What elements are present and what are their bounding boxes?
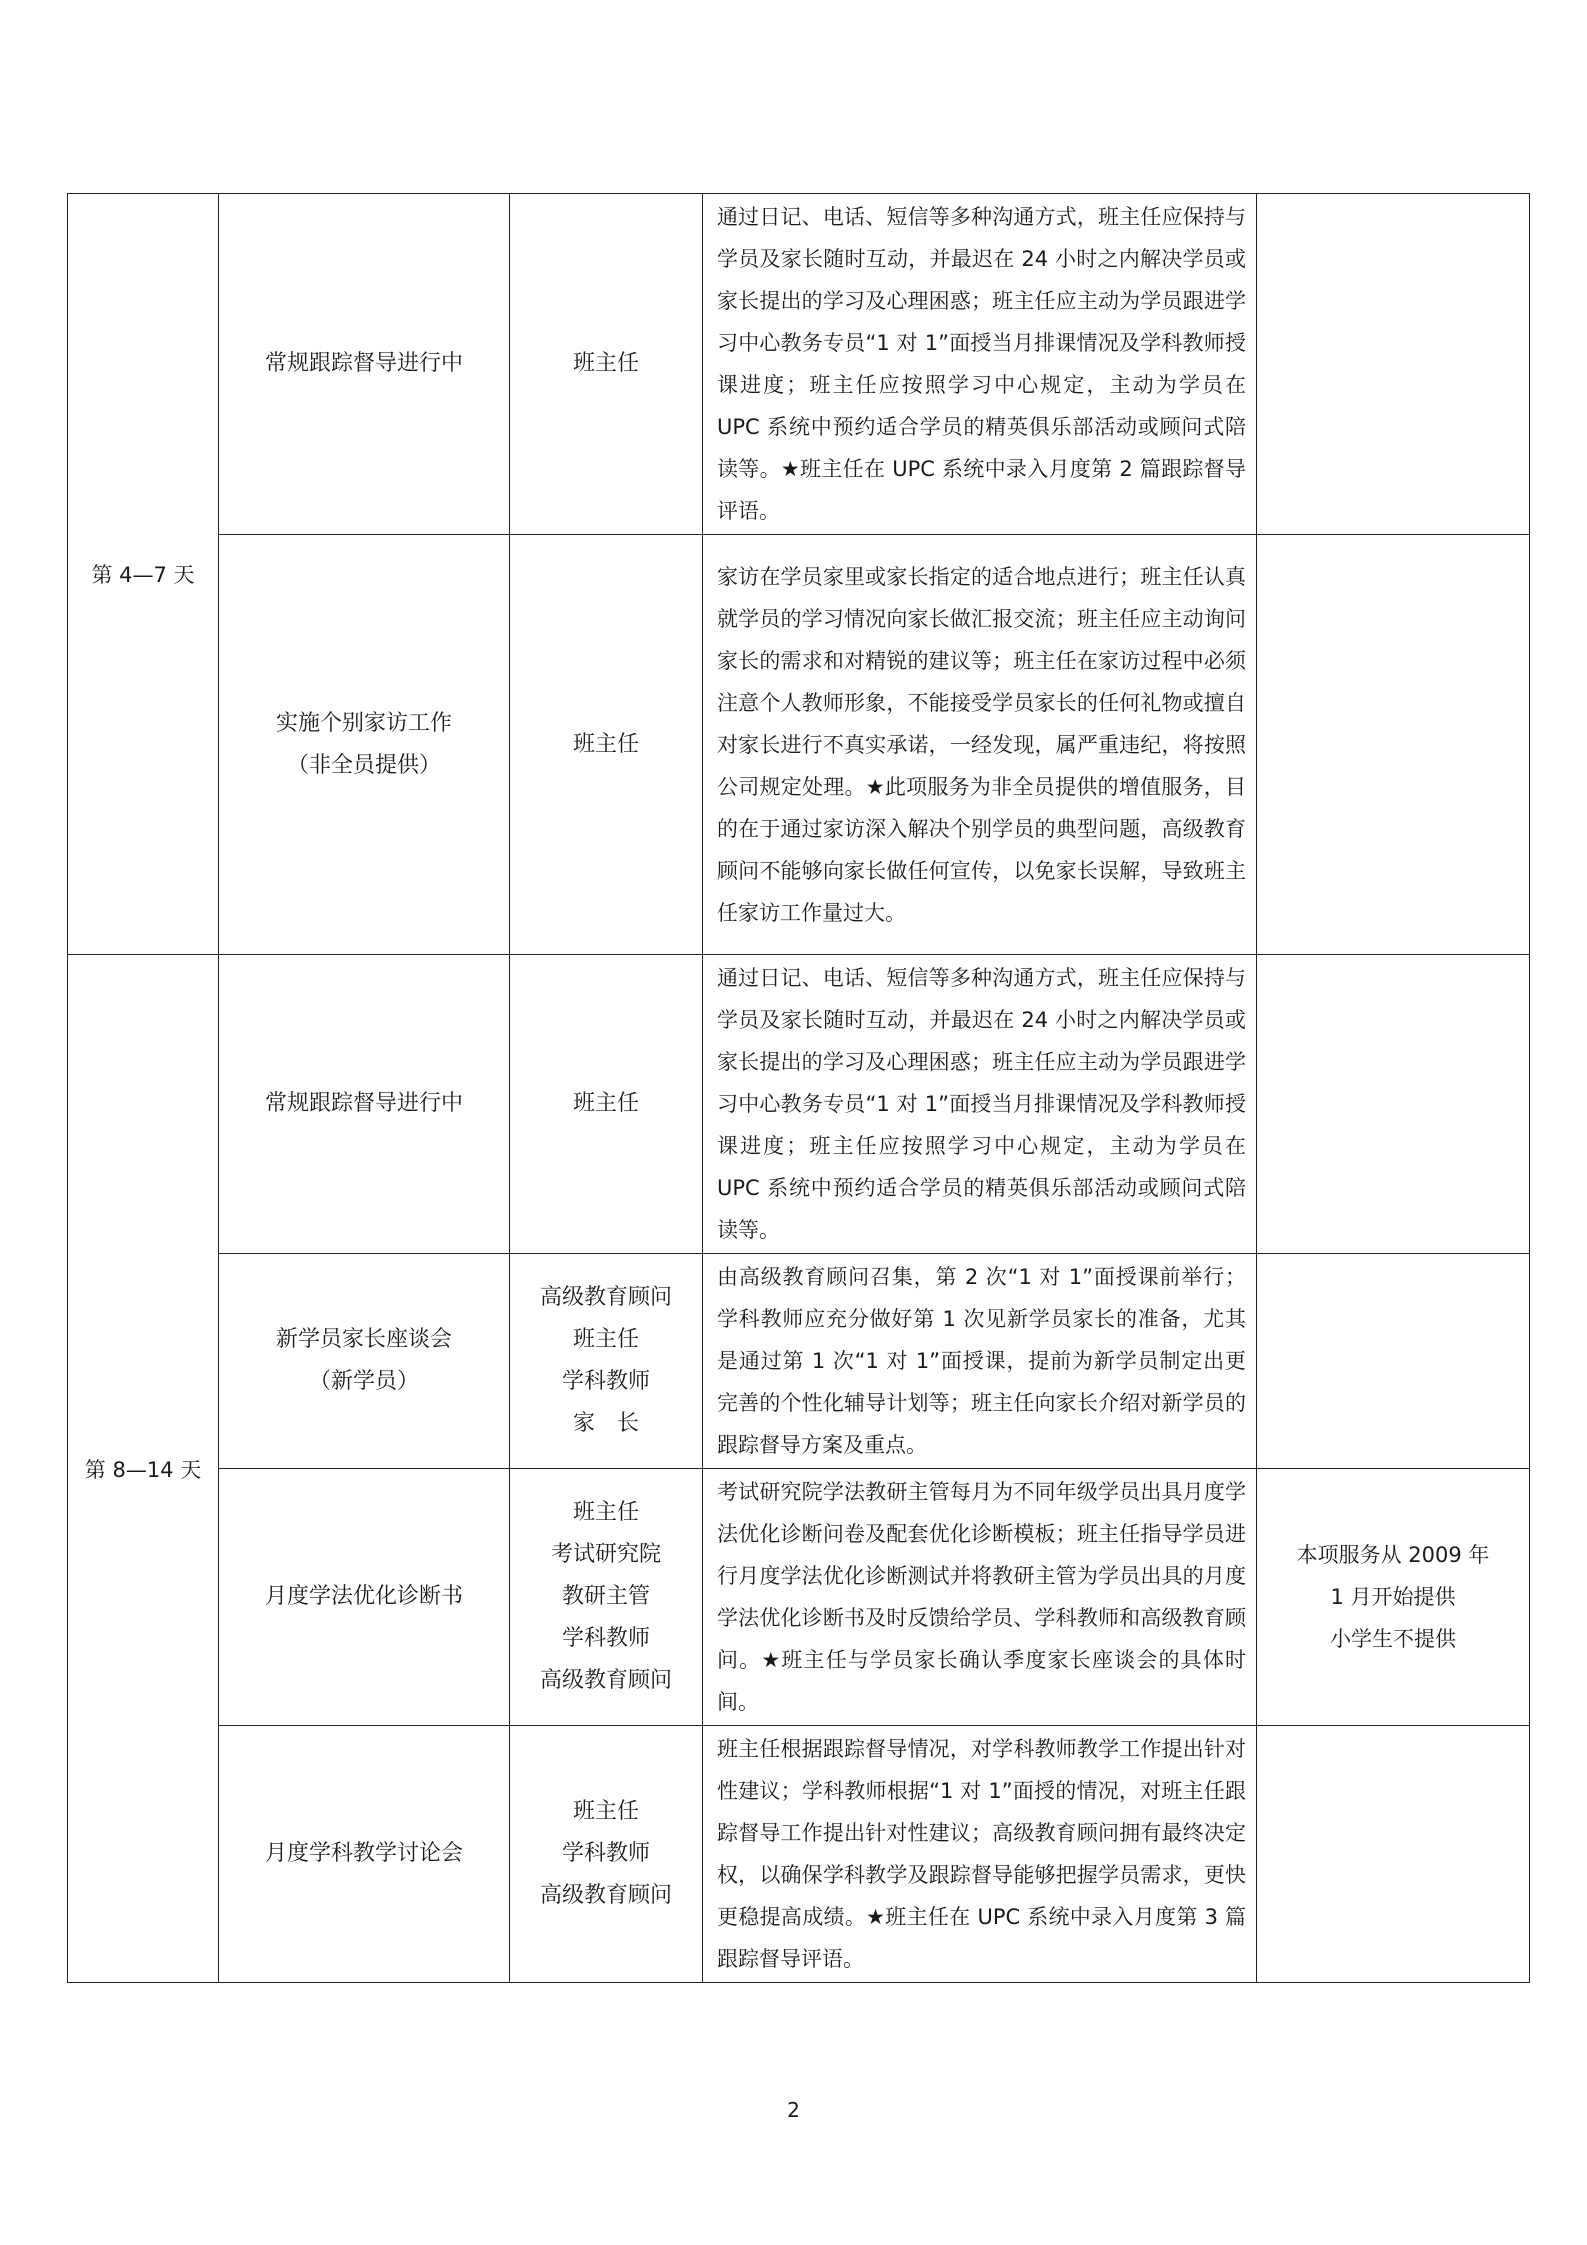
responsible-label: 班主任: [572, 351, 639, 376]
note-cell: [1257, 194, 1530, 535]
schedule-table: [67, 193, 1530, 1983]
service-item-label: 常规跟踪督导进行中: [264, 1091, 463, 1116]
responsible-label: 家 长: [572, 1411, 639, 1436]
description-cell: 通过日记、电话、短信等多种沟通方式，班主任应保持与学员及家长随时互动，并最迟在 24 小时之内解决学员或家长提出的学习及心理困惑；班主任应主动为学员跟进学习中心教务专员“1 对 1”面授当月排课情况及学科教师授课进度；班主任应按照学习中心规定，主动为学员在 UPC 系统中预约适合学员的精英俱乐部活动或顾问式陪读等。: [703, 955, 1257, 1254]
service-item-cell: [219, 1469, 510, 1726]
service-item-label: 月度学法优化诊断书: [264, 1584, 463, 1609]
note-cell: [1257, 1726, 1530, 1983]
responsible-label: 高级教育顾问: [539, 1668, 672, 1693]
responsible-label: 学科教师: [561, 1626, 650, 1651]
responsible-cell: [510, 1726, 703, 1983]
responsible-cell: [510, 194, 703, 535]
table-row: [68, 535, 1530, 955]
table-row: [68, 1254, 1530, 1469]
service-item-sublabel: （非全员提供）: [286, 752, 441, 778]
table-row: [68, 194, 1530, 535]
description-cell: 家访在学员家里或家长指定的适合地点进行；班主任认真就学员的学习情况向家长做汇报交流；班主任应主动询问家长的需求和对精锐的建议等；班主任在家访过程中必须注意个人教师形象，不能接受学员家长的任何礼物或擅自对家长进行不真实承诺，一经发现，属严重违纪，将按照公司规定处理。★此项服务为非全员提供的增值服务，目的在于通过家访深入解决个别学员的典型问题，高级教育顾问不能够向家长做任何宣传，以免家长误解，导致班主任家访工作量过大。: [703, 535, 1257, 955]
day-range-cell: 第 8—14 天: [68, 955, 219, 1983]
service-item-cell: [219, 1254, 510, 1469]
description-cell: 考试研究院学法教研主管每月为不同年级学员出具月度学法优化诊断问卷及配套优化诊断模板；班主任指导学员进行月度学法优化诊断测试并将教研主管为学员出具的月度学法优化诊断书及时反馈给学员、学科教师和高级教育顾问。★班主任与学员家长确认季度家长座谈会的具体时间。: [703, 1469, 1257, 1726]
responsible-label: 高级教育顾问: [539, 1285, 672, 1310]
description-cell: 通过日记、电话、短信等多种沟通方式，班主任应保持与学员及家长随时互动，并最迟在 24 小时之内解决学员或家长提出的学习及心理困惑；班主任应主动为学员跟进学习中心教务专员“1 对 1”面授当月排课情况及学科教师授课进度；班主任应按照学习中心规定，主动为学员在 UPC 系统中预约适合学员的精英俱乐部活动或顾问式陪读等。★班主任在 UPC 系统中录入月度第 2 篇跟踪督导评语。: [703, 194, 1257, 535]
responsible-label: 班主任: [572, 1091, 639, 1116]
service-item-cell: [219, 194, 510, 535]
note-cell: [1257, 535, 1530, 955]
service-item-cell: [219, 955, 510, 1254]
note-line: 1 月开始提供: [1330, 1585, 1456, 1609]
description-cell: 班主任根据跟踪督导情况，对学科教师教学工作提出针对性建议；学科教师根据“1 对 1”面授的情况，对班主任跟踪督导工作提出针对性建议；高级教育顾问拥有最终决定权，以确保学科教学及跟踪督导能够把握学员需求，更快更稳提高成绩。★班主任在 UPC 系统中录入月度第 3 篇跟踪督导评语。: [703, 1726, 1257, 1983]
service-item-label: 常规跟踪督导进行中: [264, 351, 463, 376]
table-row: [68, 955, 1530, 1254]
service-item-label: 新学员家长座谈会: [275, 1327, 452, 1352]
service-item-label: 实施个别家访工作: [275, 710, 452, 736]
note-cell: [1257, 955, 1530, 1254]
responsible-label: 班主任: [572, 1500, 639, 1525]
note-cell: [1257, 1254, 1530, 1469]
responsible-label: 班主任: [572, 1799, 639, 1824]
responsible-cell: [510, 1254, 703, 1469]
responsible-cell: [510, 955, 703, 1254]
table-row: [68, 1469, 1530, 1726]
responsible-label: 教研主管: [561, 1584, 650, 1609]
responsible-cell: [510, 1469, 703, 1726]
page-number: 2: [787, 2098, 800, 2122]
responsible-label: 班主任: [572, 1327, 639, 1352]
service-item-cell: [219, 535, 510, 955]
responsible-label: 班主任: [572, 731, 639, 757]
responsible-cell: [510, 535, 703, 955]
service-item-cell: [219, 1726, 510, 1983]
note-cell: [1257, 1469, 1530, 1726]
note-line: 本项服务从 2009 年: [1296, 1543, 1490, 1567]
service-item-sublabel: （新学员）: [308, 1369, 419, 1394]
day-range-cell: 第 4—7 天: [68, 194, 219, 955]
responsible-label: 高级教育顾问: [539, 1883, 672, 1908]
service-item-label: 月度学科教学讨论会: [264, 1841, 463, 1866]
responsible-label: 考试研究院: [550, 1542, 661, 1567]
note-line: 小学生不提供: [1330, 1627, 1456, 1651]
table-row: [68, 1726, 1530, 1983]
description-cell: 由高级教育顾问召集，第 2 次“1 对 1”面授课前举行；学科教师应充分做好第 1 次见新学员家长的准备，尤其是通过第 1 次“1 对 1”面授课，提前为新学员制定出更完善的个性化辅导计划等；班主任向家长介绍对新学员的跟踪督导方案及重点。: [703, 1254, 1257, 1469]
responsible-label: 学科教师: [561, 1369, 650, 1394]
responsible-label: 学科教师: [561, 1841, 650, 1866]
